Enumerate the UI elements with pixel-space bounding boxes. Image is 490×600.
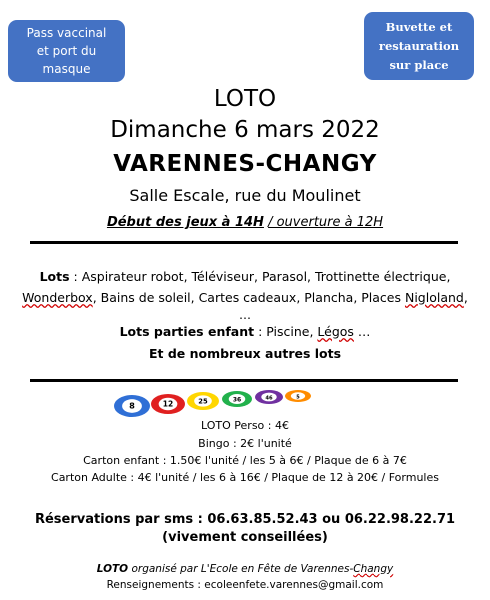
lottery-ball	[285, 390, 311, 402]
prizes-list	[20, 266, 470, 308]
refreshments-line: Buvette et	[385, 19, 453, 34]
kids-prizes	[20, 322, 470, 342]
divider	[30, 241, 458, 244]
kids-prize-legos: Légos	[317, 324, 354, 339]
price-carton-adulte: Carton Adulte : 4€ l'unité / les 6 à 16€ / Plaque de 12 à 20€ / Formules	[51, 471, 439, 484]
lottery-balls-image	[110, 388, 316, 418]
organizer-changy: Changy	[353, 563, 394, 575]
prizes-label: Lots	[39, 269, 70, 284]
kids-prizes-end: …	[353, 324, 371, 339]
divider	[30, 379, 458, 382]
event-city: VARENNES-CHANGY	[113, 151, 377, 177]
price-bingo: Bingo : 2€ l'unité	[198, 437, 292, 450]
lottery-ball-number: 36	[232, 396, 242, 404]
event-date: Dimanche 6 mars 2022	[110, 117, 380, 143]
refreshments-line: restauration	[378, 38, 460, 53]
kids-prizes-label: Lots parties enfant	[119, 324, 255, 339]
prizes-line2-end: ,	[463, 290, 468, 305]
lottery-ball-number: 25	[198, 397, 208, 406]
lottery-ball	[187, 392, 219, 410]
reservation-phones: Réservations par sms : 06.63.85.52.43 ou 06.22.98.22.71	[34, 512, 456, 527]
health-notice-line: Pass vaccinal	[26, 26, 107, 40]
prize-wonderbox: Wonderbox	[22, 290, 93, 305]
kids-prizes-text: : Piscine,	[254, 324, 318, 339]
organizer-prefix: LOTO	[96, 563, 129, 575]
price-loto-perso: LOTO Perso : 4€	[201, 419, 289, 432]
contact-info: Renseignements : ecoleenfete.varennes@gmail.com	[106, 579, 384, 591]
organizer-text: organisé par L'Ecole en Fête de Varennes-	[128, 563, 354, 575]
prizes-ellipsis: …	[239, 308, 251, 322]
lottery-ball-number: 12	[162, 399, 174, 409]
event-title: LOTO	[213, 86, 277, 112]
refreshments-box	[364, 12, 474, 80]
prize-nigloland: Nigloland	[404, 290, 464, 305]
health-notice-box	[8, 20, 125, 82]
prizes-line2: , Bains de soleil, Cartes cadeaux, Plancha, Places	[92, 290, 405, 305]
price-carton-enfant: Carton enfant : 1.50€ l'unité / les 5 à 6€ / Plaque de 6 à 7€	[83, 454, 407, 467]
lottery-ball	[151, 394, 185, 414]
lottery-ball	[255, 390, 283, 404]
reservation-note: (vivement conseillées)	[162, 530, 328, 545]
lottery-ball-number: 5	[296, 394, 300, 401]
lottery-ball	[222, 391, 252, 407]
health-notice-line: et port du	[36, 44, 97, 58]
lottery-ball-number: 46	[265, 395, 273, 402]
lottery-ball	[114, 395, 150, 417]
organizer	[0, 563, 490, 575]
prizes-line1: : Aspirateur robot, Téléviseur, Parasol, Trottinette électrique,	[69, 269, 451, 284]
refreshments-line: sur place	[389, 57, 449, 72]
start-time	[0, 215, 490, 230]
event-venue: Salle Escale, rue du Moulinet	[129, 186, 361, 205]
lottery-ball-number: 8	[129, 400, 135, 411]
more-prizes: Et de nombreux autres lots	[148, 346, 342, 361]
health-notice-line: masque	[42, 62, 91, 76]
games-start: Début des jeux à 14H	[106, 215, 264, 230]
doors-open: / ouverture à 12H	[268, 215, 384, 230]
